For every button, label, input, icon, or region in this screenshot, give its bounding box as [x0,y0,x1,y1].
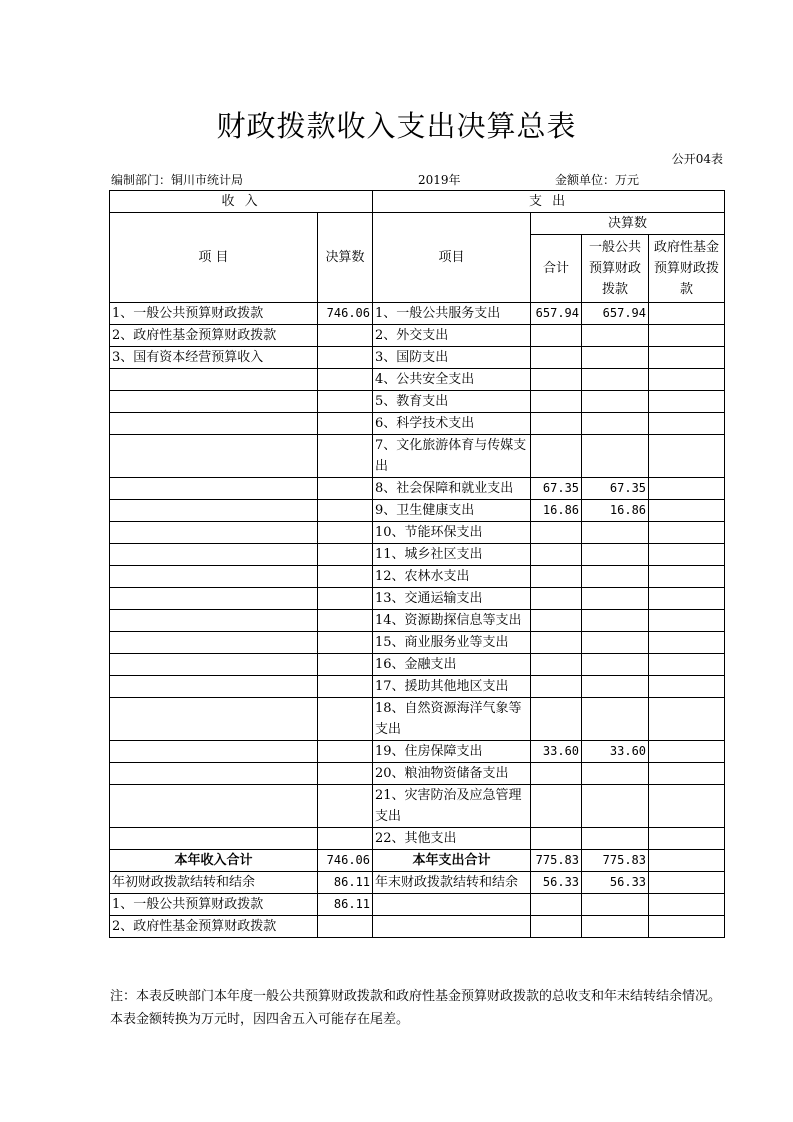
expense-fund [649,632,725,654]
income-amount [318,828,373,850]
expense-item: 22、其他支出 [373,828,531,850]
income-item [110,632,318,654]
expense-fund [649,325,725,347]
table-row [110,566,725,588]
expense-fund [649,544,725,566]
table-row [110,828,725,850]
fund-budget-header: 政府性基金预算财政拨款 [649,235,725,303]
carryover-row [110,872,725,894]
income-item [110,785,318,828]
income-item [110,413,318,435]
expense-total [531,544,582,566]
expense-general [582,413,649,435]
expense-total-fund [649,850,725,872]
table-row [110,698,725,741]
expense-item: 5、教育支出 [373,391,531,413]
empty-cell [582,894,649,916]
totals-row [110,850,725,872]
carryover-sub-amount [318,916,373,938]
income-amount [318,413,373,435]
income-amount [318,785,373,828]
expense-item: 12、农林水支出 [373,566,531,588]
expense-item: 3、国防支出 [373,347,531,369]
expense-fund [649,413,725,435]
income-amount [318,500,373,522]
income-item: 2、政府性基金预算财政拨款 [110,325,318,347]
expense-fund [649,369,725,391]
general-budget-header: 一般公共预算财政拨款 [582,235,649,303]
income-item [110,478,318,500]
expense-item: 6、科学技术支出 [373,413,531,435]
income-item [110,369,318,391]
income-amount [318,676,373,698]
income-amount [318,763,373,785]
expense-fund [649,522,725,544]
table-row [110,369,725,391]
unit-label: 金额单位：万元 [555,173,640,187]
expense-fund [649,588,725,610]
expense-total [531,391,582,413]
income-item [110,588,318,610]
expense-total [531,588,582,610]
income-item: 3、国有资本经营预算收入 [110,347,318,369]
expense-item: 9、卫生健康支出 [373,500,531,522]
income-item [110,763,318,785]
income-amount [318,632,373,654]
expense-general: 67.35 [582,478,649,500]
table-row [110,413,725,435]
table-row [110,478,725,500]
table-row [110,610,725,632]
carryover-sub-item: 2、政府性基金预算财政拨款 [110,916,318,938]
expense-general [582,544,649,566]
expense-total [531,522,582,544]
income-amount [318,325,373,347]
expense-item: 11、城乡社区支出 [373,544,531,566]
expense-fund [649,676,725,698]
expense-fund [649,610,725,632]
expense-item: 15、商业服务业等支出 [373,632,531,654]
department-label: 编制部门：铜川市统计局 [111,173,244,187]
expense-total [531,828,582,850]
header-row-2 [110,213,725,235]
income-header: 收 入 [110,191,373,213]
expense-general [582,632,649,654]
table-row [110,347,725,369]
expense-general [582,347,649,369]
table-row [110,391,725,413]
expense-item: 18、自然资源海洋气象等支出 [373,698,531,741]
expense-item-header: 项目 [373,213,531,303]
empty-cell [649,916,725,938]
expense-total: 16.86 [531,500,582,522]
income-item-header: 项 目 [110,213,318,303]
table-row [110,588,725,610]
expense-general [582,325,649,347]
table-row [110,916,725,938]
final-amount-header: 决算数 [531,213,725,235]
expense-general: 657.94 [582,303,649,325]
expense-total [531,763,582,785]
expense-item: 8、社会保障和就业支出 [373,478,531,500]
expense-item: 19、住房保障支出 [373,741,531,763]
table-row [110,544,725,566]
empty-cell [373,916,531,938]
empty-cell [531,916,582,938]
table-row [110,632,725,654]
expense-general [582,566,649,588]
ending-balance-fund [649,872,725,894]
expense-total-label: 本年支出合计 [373,850,531,872]
expense-fund [649,347,725,369]
footnote: 注：本表反映部门本年度一般公共预算财政拨款和政府性基金预算财政拨款的总收支和年末结转结余情况。本表金额转换为万元时，因四舍五入可能存在尾差。 [110,989,722,1027]
expense-item: 2、外交支出 [373,325,531,347]
table-row [110,676,725,698]
ending-balance-label: 年末财政拨款结转和结余 [373,872,531,894]
empty-cell [582,916,649,938]
expense-total [531,369,582,391]
expense-item: 13、交通运输支出 [373,588,531,610]
expense-general [582,828,649,850]
expense-fund [649,741,725,763]
expense-fund [649,478,725,500]
income-amount [318,654,373,676]
year-label: 2019年 [418,173,461,187]
expense-general [582,588,649,610]
income-amount [318,347,373,369]
income-amount [318,741,373,763]
expense-general [582,391,649,413]
income-amount-header: 决算数 [318,213,373,303]
income-item [110,391,318,413]
income-item [110,522,318,544]
expense-general: 16.86 [582,500,649,522]
budget-table [109,190,725,938]
income-item [110,435,318,478]
expense-total [531,698,582,741]
expense-item: 7、文化旅游体育与传媒支出 [373,435,531,478]
table-row [110,325,725,347]
expense-general [582,763,649,785]
beginning-balance-amount: 86.11 [318,872,373,894]
income-item [110,610,318,632]
income-amount [318,588,373,610]
expense-general [582,785,649,828]
expense-fund [649,500,725,522]
expense-item: 20、粮油物资储备支出 [373,763,531,785]
income-item [110,566,318,588]
expense-fund [649,828,725,850]
expense-total [531,676,582,698]
income-amount [318,391,373,413]
income-item [110,654,318,676]
expense-fund [649,435,725,478]
expense-item: 10、节能环保支出 [373,522,531,544]
expense-fund [649,303,725,325]
table-row [110,435,725,478]
income-amount [318,698,373,741]
expense-total: 33.60 [531,741,582,763]
table-row [110,654,725,676]
expense-fund [649,391,725,413]
expense-total [531,413,582,435]
carryover-sub-amount: 86.11 [318,894,373,916]
income-amount [318,435,373,478]
table-row [110,303,725,325]
expense-general [582,610,649,632]
income-amount [318,544,373,566]
empty-cell [373,894,531,916]
income-amount [318,566,373,588]
income-item [110,741,318,763]
expense-item: 1、一般公共服务支出 [373,303,531,325]
expense-general [582,369,649,391]
expense-item: 21、灾害防治及应急管理支出 [373,785,531,828]
empty-cell [531,894,582,916]
expense-total: 67.35 [531,478,582,500]
expense-general [582,435,649,478]
expense-item: 4、公共安全支出 [373,369,531,391]
expense-total-general: 775.83 [582,850,649,872]
expense-total [531,347,582,369]
table-row [110,785,725,828]
expense-header: 支 出 [373,191,725,213]
table-row [110,500,725,522]
expense-total: 657.94 [531,303,582,325]
expense-item: 17、援助其他地区支出 [373,676,531,698]
expense-general [582,698,649,741]
expense-total [531,435,582,478]
income-item [110,676,318,698]
table-row [110,741,725,763]
expense-total-amount: 775.83 [531,850,582,872]
income-total-amount: 746.06 [318,850,373,872]
income-amount [318,478,373,500]
income-total-label: 本年收入合计 [110,850,318,872]
expense-fund [649,566,725,588]
expense-total [531,610,582,632]
expense-general: 33.60 [582,741,649,763]
ending-balance-total: 56.33 [531,872,582,894]
expense-total [531,654,582,676]
expense-total [531,632,582,654]
table-row [110,522,725,544]
carryover-sub-item: 1、一般公共预算财政拨款 [110,894,318,916]
income-item [110,544,318,566]
table-row [110,894,725,916]
empty-cell [649,894,725,916]
total-header: 合计 [531,235,582,303]
page-title: 财政拨款收入支出决算总表 [216,109,577,143]
expense-total [531,566,582,588]
expense-item: 16、金融支出 [373,654,531,676]
expense-fund [649,785,725,828]
expense-total [531,785,582,828]
income-item [110,698,318,741]
expense-general [582,676,649,698]
income-item: 1、一般公共预算财政拨款 [110,303,318,325]
header-row-1 [110,191,725,213]
ending-balance-general: 56.33 [582,872,649,894]
expense-item: 14、资源勘探信息等支出 [373,610,531,632]
income-amount: 746.06 [318,303,373,325]
expense-general [582,522,649,544]
expense-fund [649,698,725,741]
income-amount [318,369,373,391]
form-number: 公开04表 [671,152,723,166]
income-item [110,500,318,522]
income-amount [318,610,373,632]
income-item [110,828,318,850]
expense-fund [649,763,725,785]
expense-total [531,325,582,347]
beginning-balance-label: 年初财政拨款结转和结余 [110,872,318,894]
expense-fund [649,654,725,676]
expense-general [582,654,649,676]
income-amount [318,522,373,544]
table-row [110,763,725,785]
